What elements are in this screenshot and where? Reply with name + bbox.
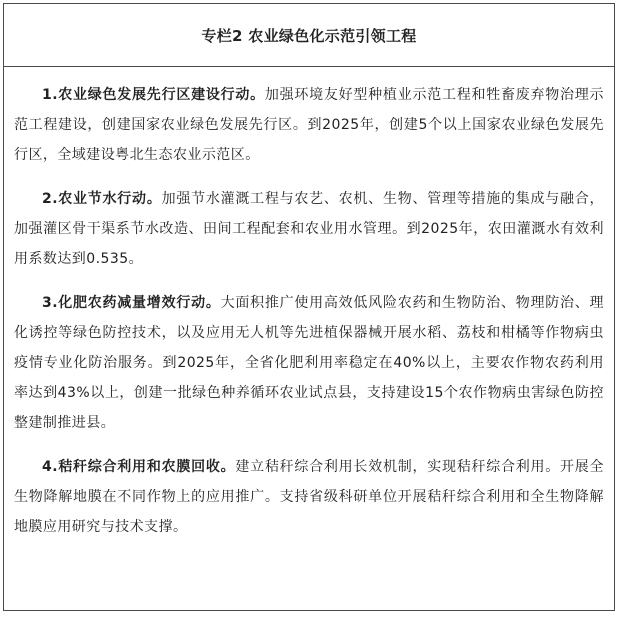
item-green-pilot-zone [14, 80, 604, 170]
item-heading: 4.秸秆综合利用和农膜回收。 [42, 459, 236, 475]
title-row [4, 4, 614, 67]
item-fertilizer-pesticide [14, 288, 604, 438]
box-body [4, 67, 614, 542]
item-water-saving [14, 184, 604, 274]
box-title: 专栏2 农业绿色化示范引领工程 [201, 26, 417, 45]
item-text: 建立秸秆综合利用长效机制，实现秸秆综合利用。开展全生物降解地膜在不同作物上的应用推广。支持省级科研单位开展秸秆综合利用和全生物降解地膜应用研究与技术支撑。 [14, 459, 605, 535]
feature-box [3, 3, 615, 611]
item-straw-film [14, 452, 604, 542]
item-text: 大面积推广使用高效低风险农药和生物防治、物理防治、理化诱控等绿色防控技术，以及应用无人机等先进植保器械开展水稻、荔枝和柑橘等作物病虫疫情专业化防治服务。到2025年，全省化肥利用率稳定在40%以上，主要农作物农药利用率达到43%以上，创建一批绿色种养循环农业试点县，支持建设15个农作物病虫害绿色防控整建制推进县。 [14, 295, 604, 431]
item-heading: 1.农业绿色发展先行区建设行动。 [42, 87, 265, 103]
item-heading: 3.化肥农药减量增效行动。 [42, 295, 221, 311]
item-heading: 2.农业节水行动。 [42, 191, 162, 207]
item-text: 加强节水灌溉工程与农艺、农机、生物、管理等措施的集成与融合，加强灌区骨干渠系节水改造、田间工程配套和农业用水管理。到2025年，农田灌溉水有效利用系数达到0.535。 [14, 191, 605, 267]
item-text: 加强环境友好型种植业示范工程和牲畜废弃物治理示范工程建设，创建国家农业绿色发展先行区。到2025年，创建5个以上国家农业绿色发展先行区，全域建设粤北生态农业示范区。 [14, 87, 604, 163]
